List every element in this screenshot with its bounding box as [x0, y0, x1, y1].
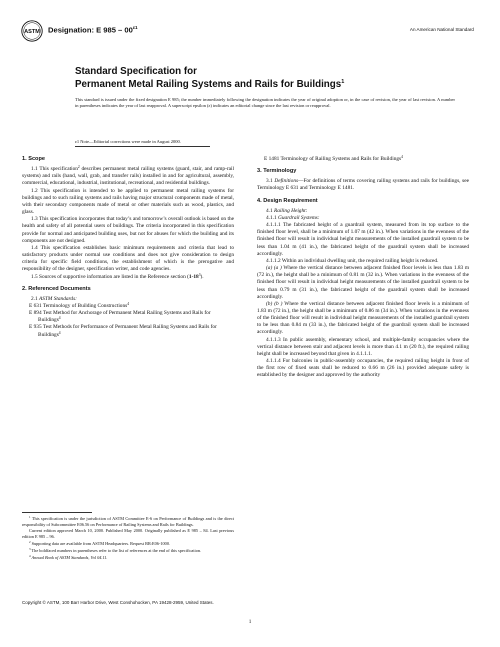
- title-text: Permanent Metal Railing Systems and Rails for Buildings: [75, 79, 342, 90]
- title-block: [75, 66, 465, 109]
- paragraph-4-1-1-3: 4.1.1.3 In public assembly, elementary school, and multiple-family occupancies where the vertical distance between stair and adjacent levels is more than 4.1 m (20 ft.), the required railing height shall be increased beyond that given in 4.1.1.1.: [257, 336, 469, 357]
- footnote-1-continued: Current edition approved March 10, 2000. Published May 2000. Originally published as E 985 – 84. Last previous edition E 985 – 96.: [22, 528, 234, 540]
- paragraph-4-1-1-1: 4.1.1.1 The fabricated height of a guardrail system, measured from its top surface to the finished floor level, shall be a minimum of 1.07 m (42 in.). When variations in the evenness of the finished floor will result in individual height measurements of the installed guardrail system to be less than 1.04 m (41 in.), the fabricated height of the guardrail system shall be increased accordingly.: [257, 222, 469, 257]
- ansi-label: An American National Standard: [409, 27, 474, 32]
- section-heading-scope: 1. Scope: [22, 156, 46, 162]
- reference-e1481: E 1481 Terminology of Railing Systems and Rails for Buildings$^4$: [264, 154, 403, 162]
- paragraph-2-1: 2.1 ASTM Standards:: [31, 295, 77, 302]
- footnote-1: $^1$ This specification is under the jurisdiction of ASTM Committee E-6 on Performance of Buildings and is the direct responsibility of Subcommittee E06.56 on Performance of Railing Systems and Rails for Buildings.: [22, 515, 234, 527]
- paragraph-1-1: 1.1 This specification$^2$ describes permanent metal railing systems (guard, stair, and ramp-rail systems) and rails (hand, wall, grab, and transfer rails) installed in and for agricultural, assembly, commercial, educational, industrial, institutional, recreational, and residential buildings.: [22, 164, 234, 187]
- paragraph-1-4: 1.4 This specification establishes basic minimum requirements and criteria that lead to satisfactory products under normal use conditions and does not give consideration to design criteria for specific field conditions, the establishment of which is the prerogative and responsibility of the designer, specification writer, and code agencies.: [22, 244, 234, 273]
- designation-epsilon: ε1: [132, 25, 138, 30]
- section-heading-terminology: 3. Terminology: [257, 168, 297, 175]
- reference-e935: E 935 Test Methods for Performance of Permanent Metal Railing Systems and Rails for Buildings$^4$: [29, 324, 217, 338]
- left-column: [22, 156, 234, 339]
- paragraph-1-5: 1.5 Sources of supportive information are listed in the Reference section $(1-18^3)$.: [31, 272, 204, 280]
- reference-e894: E 894 Test Method for Anchorage of Permanent Metal Railing Systems and Rails for Buildings$^4$: [29, 310, 211, 324]
- epsilon-note: ε1 Note—Editorial corrections were made in August 2000.: [75, 139, 181, 144]
- designation-text: Designation: E 985 – 00: [48, 25, 133, 35]
- copyright-notice: Copyright © ASTM, 100 Barr Harbor Drive, West Conshohocken, PA 19428-2959, United States.: [22, 600, 214, 605]
- right-column: [257, 156, 469, 380]
- title-line1: Standard Specification for: [75, 66, 197, 77]
- paragraph-4-1-1-2-a: (a) (a ) Where the vertical distance between adjacent finished floor levels is less than 1.83 m (72 in.), the height shall be a minimum of 0.81 m (32 in.). When variations in the evenness of the finished floor will result in individual height measurements of the installed guardrail system to be less than 0.79 m (31 in.), the fabricated height of the guardrail system shall be increased accordingly.: [257, 265, 469, 300]
- section-heading-design-requirement: 4. Design Requirement: [257, 197, 318, 204]
- title-line2: [75, 77, 465, 90]
- paragraph-1-2: 1.2 This specification is intended to be applied to permanent metal railing systems for buildings and to such railing systems and rails having major structural components made of metal, with their secondary components made of metal or other materials such as wood, plastics, and glass.: [22, 187, 234, 216]
- paragraph-1-3: 1.3 This specification incorporates that today’s and tomorrow’s overall outlook is based on the health and safety of all potential users of buildings. The criteria incorporated in this specification provide for normal and anticipated building uses, but not for abuses for which the building and its components are not designed.: [22, 216, 234, 244]
- paragraph-4-1-1-2: 4.1.1.2 Within an individual dwelling unit, the required railing height is reduced.: [266, 257, 439, 264]
- logo-text: ASTM: [24, 28, 40, 35]
- footnote-4: $^4$ Annual Book of ASTM Standards, Vol 04.11.: [29, 553, 108, 560]
- reference-e631: E 631 Terminology of Building Constructions$^4$: [29, 301, 130, 309]
- designation: [48, 25, 138, 35]
- paragraph-4-1: 4.1 Railing Height:: [266, 207, 308, 214]
- footnote-2: $^2$ Supporting data are available from ASTM Headquarters. Request RR:E06-1000.: [29, 540, 171, 546]
- paragraph-4-1-1: 4.1.1 Guardrail Systems:: [266, 214, 320, 221]
- footnote-divider: [22, 512, 92, 513]
- paragraph-3-1: 3.1 Definitions—For definitions of terms covering railing systems and rails for buildings, see Terminology E 631 and Terminology E 1481.: [257, 178, 469, 192]
- section-heading-referenced-documents: 2. Referenced Documents: [22, 285, 91, 292]
- footnote-3: $^3$ The boldfaced numbers in parentheses refer to the list of references at the end of this specification.: [29, 547, 202, 553]
- paragraph-4-1-1-4: 4.1.1.4 For balconies in public-assembly occupancies, the required railing height in front of the first row of fixed seats shall be reduced to 0.66 m (26 in.) provided adequate safety is established by the designer and approved by the authority: [257, 358, 469, 379]
- paragraph-4-1-1-2-b: (b) (b ) Where the vertical distance between adjacent finished floor levels is a minimum of 1.83 m (72 in.), the height shall be a minimum of 0.86 m (34 in.). When variations in the evenness of the finished floor will result in individual height measurements of the installed guardrail system to be less than 0.84 m (33 in.), the fabricated height of the guardrail system shall be increased accordingly.: [257, 300, 469, 336]
- title-divider: [75, 146, 210, 147]
- page-number: 1: [248, 619, 252, 625]
- title-footnote-ref: 1: [341, 79, 345, 85]
- astm-logo: [21, 20, 43, 42]
- issue-note: This standard is issued under the fixed designation E 985; the number immediately following the designation indicates the year of original adoption or, in the case of revision, the year of last revision. A number in parentheses indicates the year of last reapproval. A superscript epsilon (ε) indicates an editorial change since the last revision or reapproval.: [75, 97, 455, 108]
- footnotes: [22, 516, 234, 562]
